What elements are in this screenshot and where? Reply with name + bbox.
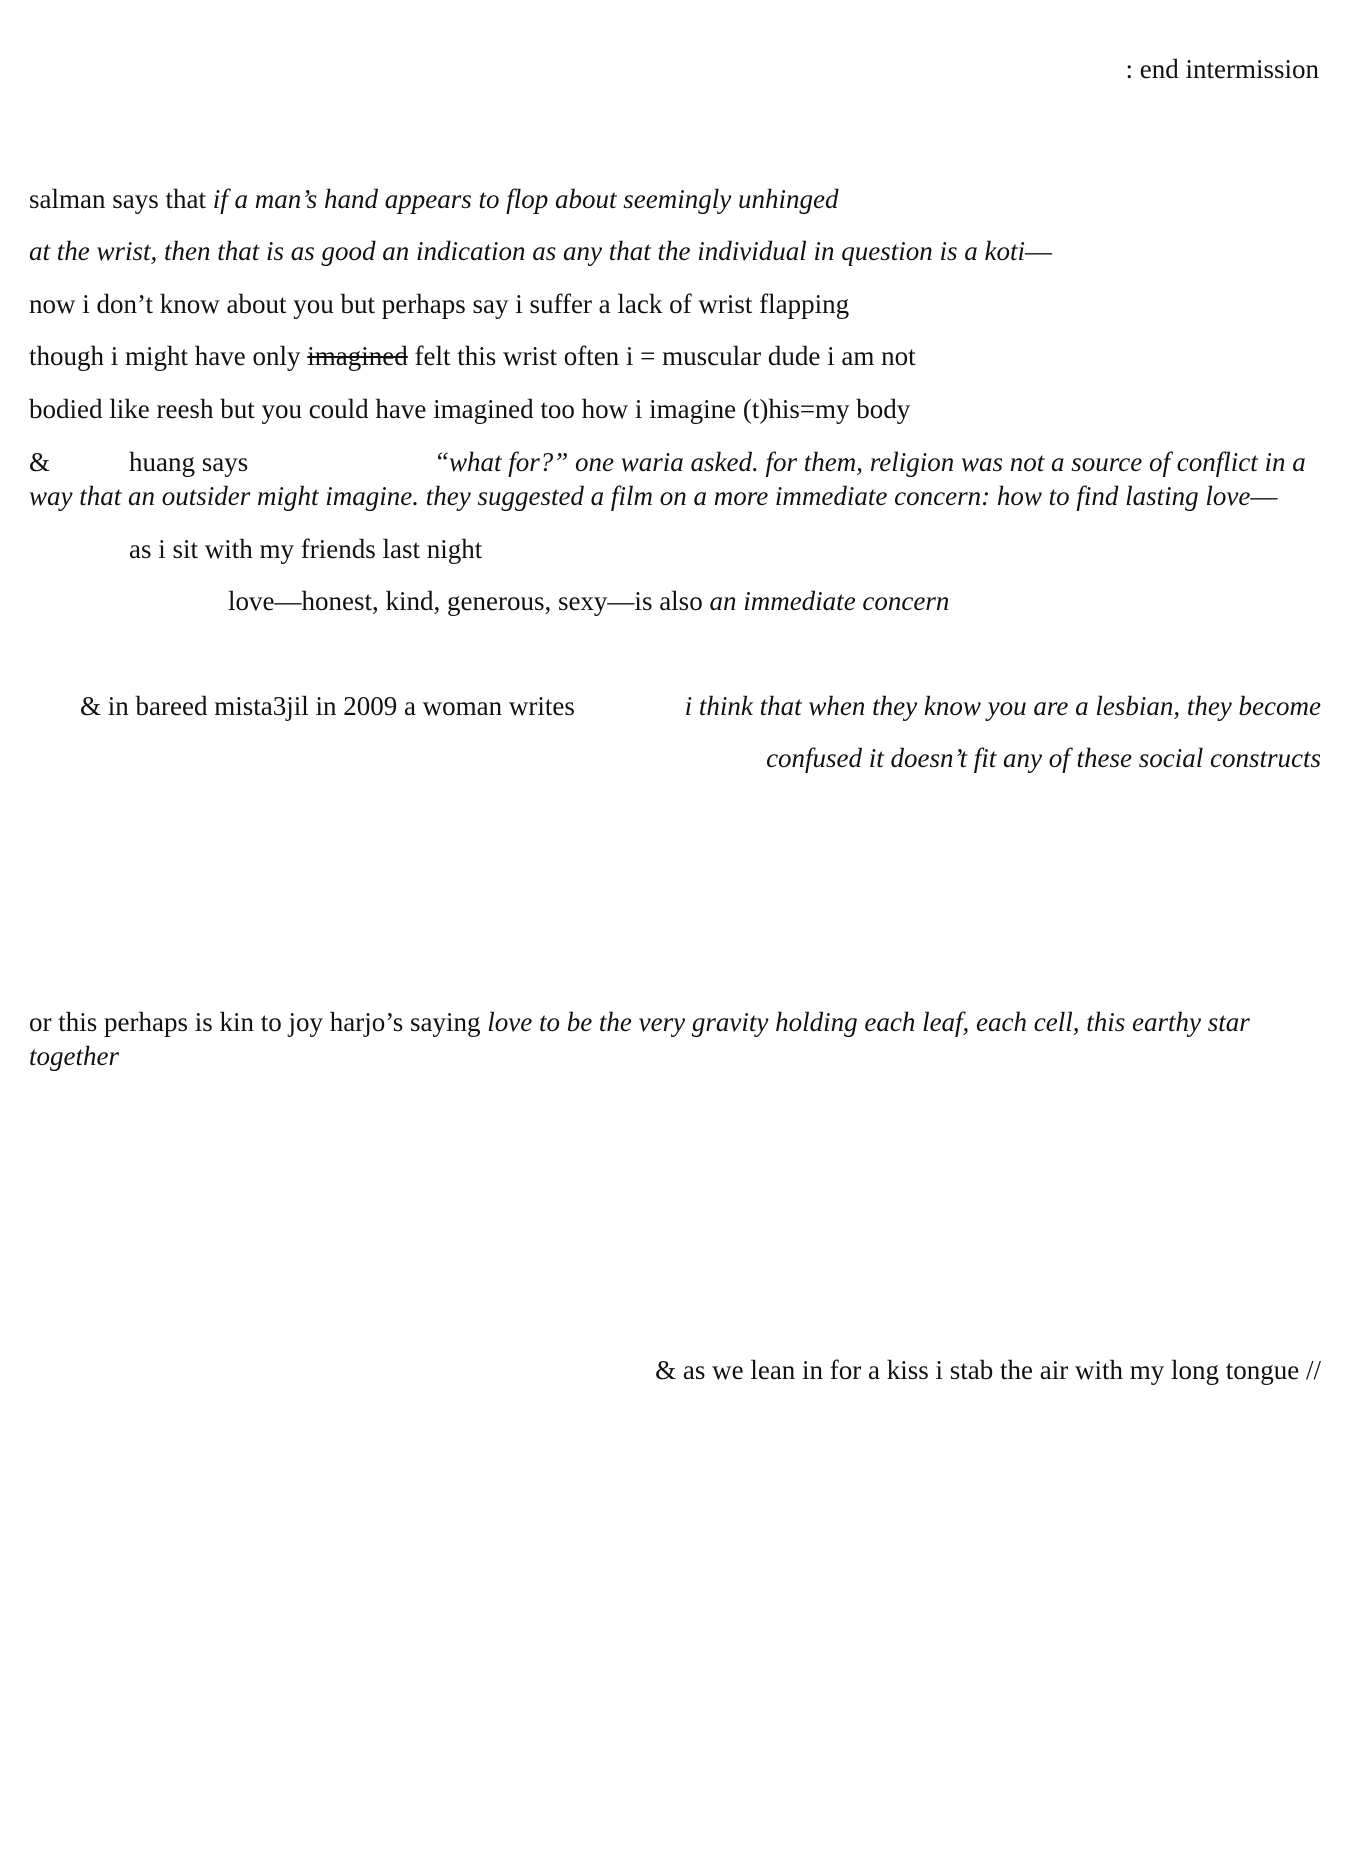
line-text: or this perhaps is kin to joy harjo’s saying	[29, 1007, 488, 1037]
line-text: love—honest, kind, generous, sexy—is also	[228, 586, 710, 616]
poem-line-1	[29, 182, 838, 216]
quoted-text: if a man’s hand appears to flop about seemingly unhinged	[212, 184, 839, 214]
ampersand: &	[29, 447, 51, 477]
poem-line-3: now i don’t know about you but perhaps say i suffer a lack of wrist flapping	[29, 289, 850, 319]
em-dash: —	[1250, 481, 1278, 511]
section-heading: : end intermission	[1125, 54, 1319, 84]
quoted-text: love to be the very gravity holding each leaf, each cell, this earthy star	[487, 1007, 1250, 1037]
poem-line-2	[29, 234, 1052, 268]
line-text: though i might have only	[29, 341, 308, 371]
line-text: felt this wrist often i = muscular dude i am not	[407, 341, 916, 371]
quoted-text: i think that when they know you are a lesbian, they become	[684, 691, 1321, 721]
poem-line-sit: as i sit with my friends last night	[129, 534, 483, 564]
closing-line: & as we lean in for a kiss i stab the air with my long tongue //	[655, 1355, 1321, 1385]
speaker-label: huang says	[129, 447, 249, 477]
poem-line-5: bodied like reesh but you could have imagined too how i imagine (t)his=my body	[29, 394, 911, 424]
poem-line-quote-2	[29, 479, 1277, 513]
quoted-text: together	[29, 1041, 119, 1071]
poem-line-4	[29, 339, 916, 373]
struck-word: imagined	[307, 341, 408, 371]
quoted-text: way that an outsider might imagine. they suggested a film on a more immediate concern: how to find lasting love	[29, 481, 1251, 511]
poem-line-harjo	[29, 1005, 1250, 1039]
quoted-text: confused it doesn’t fit any of these social constructs	[766, 743, 1321, 773]
quoted-text: an immediate concern	[709, 586, 950, 616]
line-text: salman says that	[29, 184, 213, 214]
quoted-text: “what for?” one waria asked. for them, religion was not a source of conflict in a	[434, 447, 1306, 477]
poem-line-bareed: & in bareed mista3jil in 2009 a woman writes	[80, 691, 575, 721]
quoted-text: at the wrist, then that is as good an indication as any that the individual in question is a koti	[29, 236, 1025, 266]
em-dash: —	[1024, 236, 1052, 266]
poem-line-love	[228, 584, 949, 618]
